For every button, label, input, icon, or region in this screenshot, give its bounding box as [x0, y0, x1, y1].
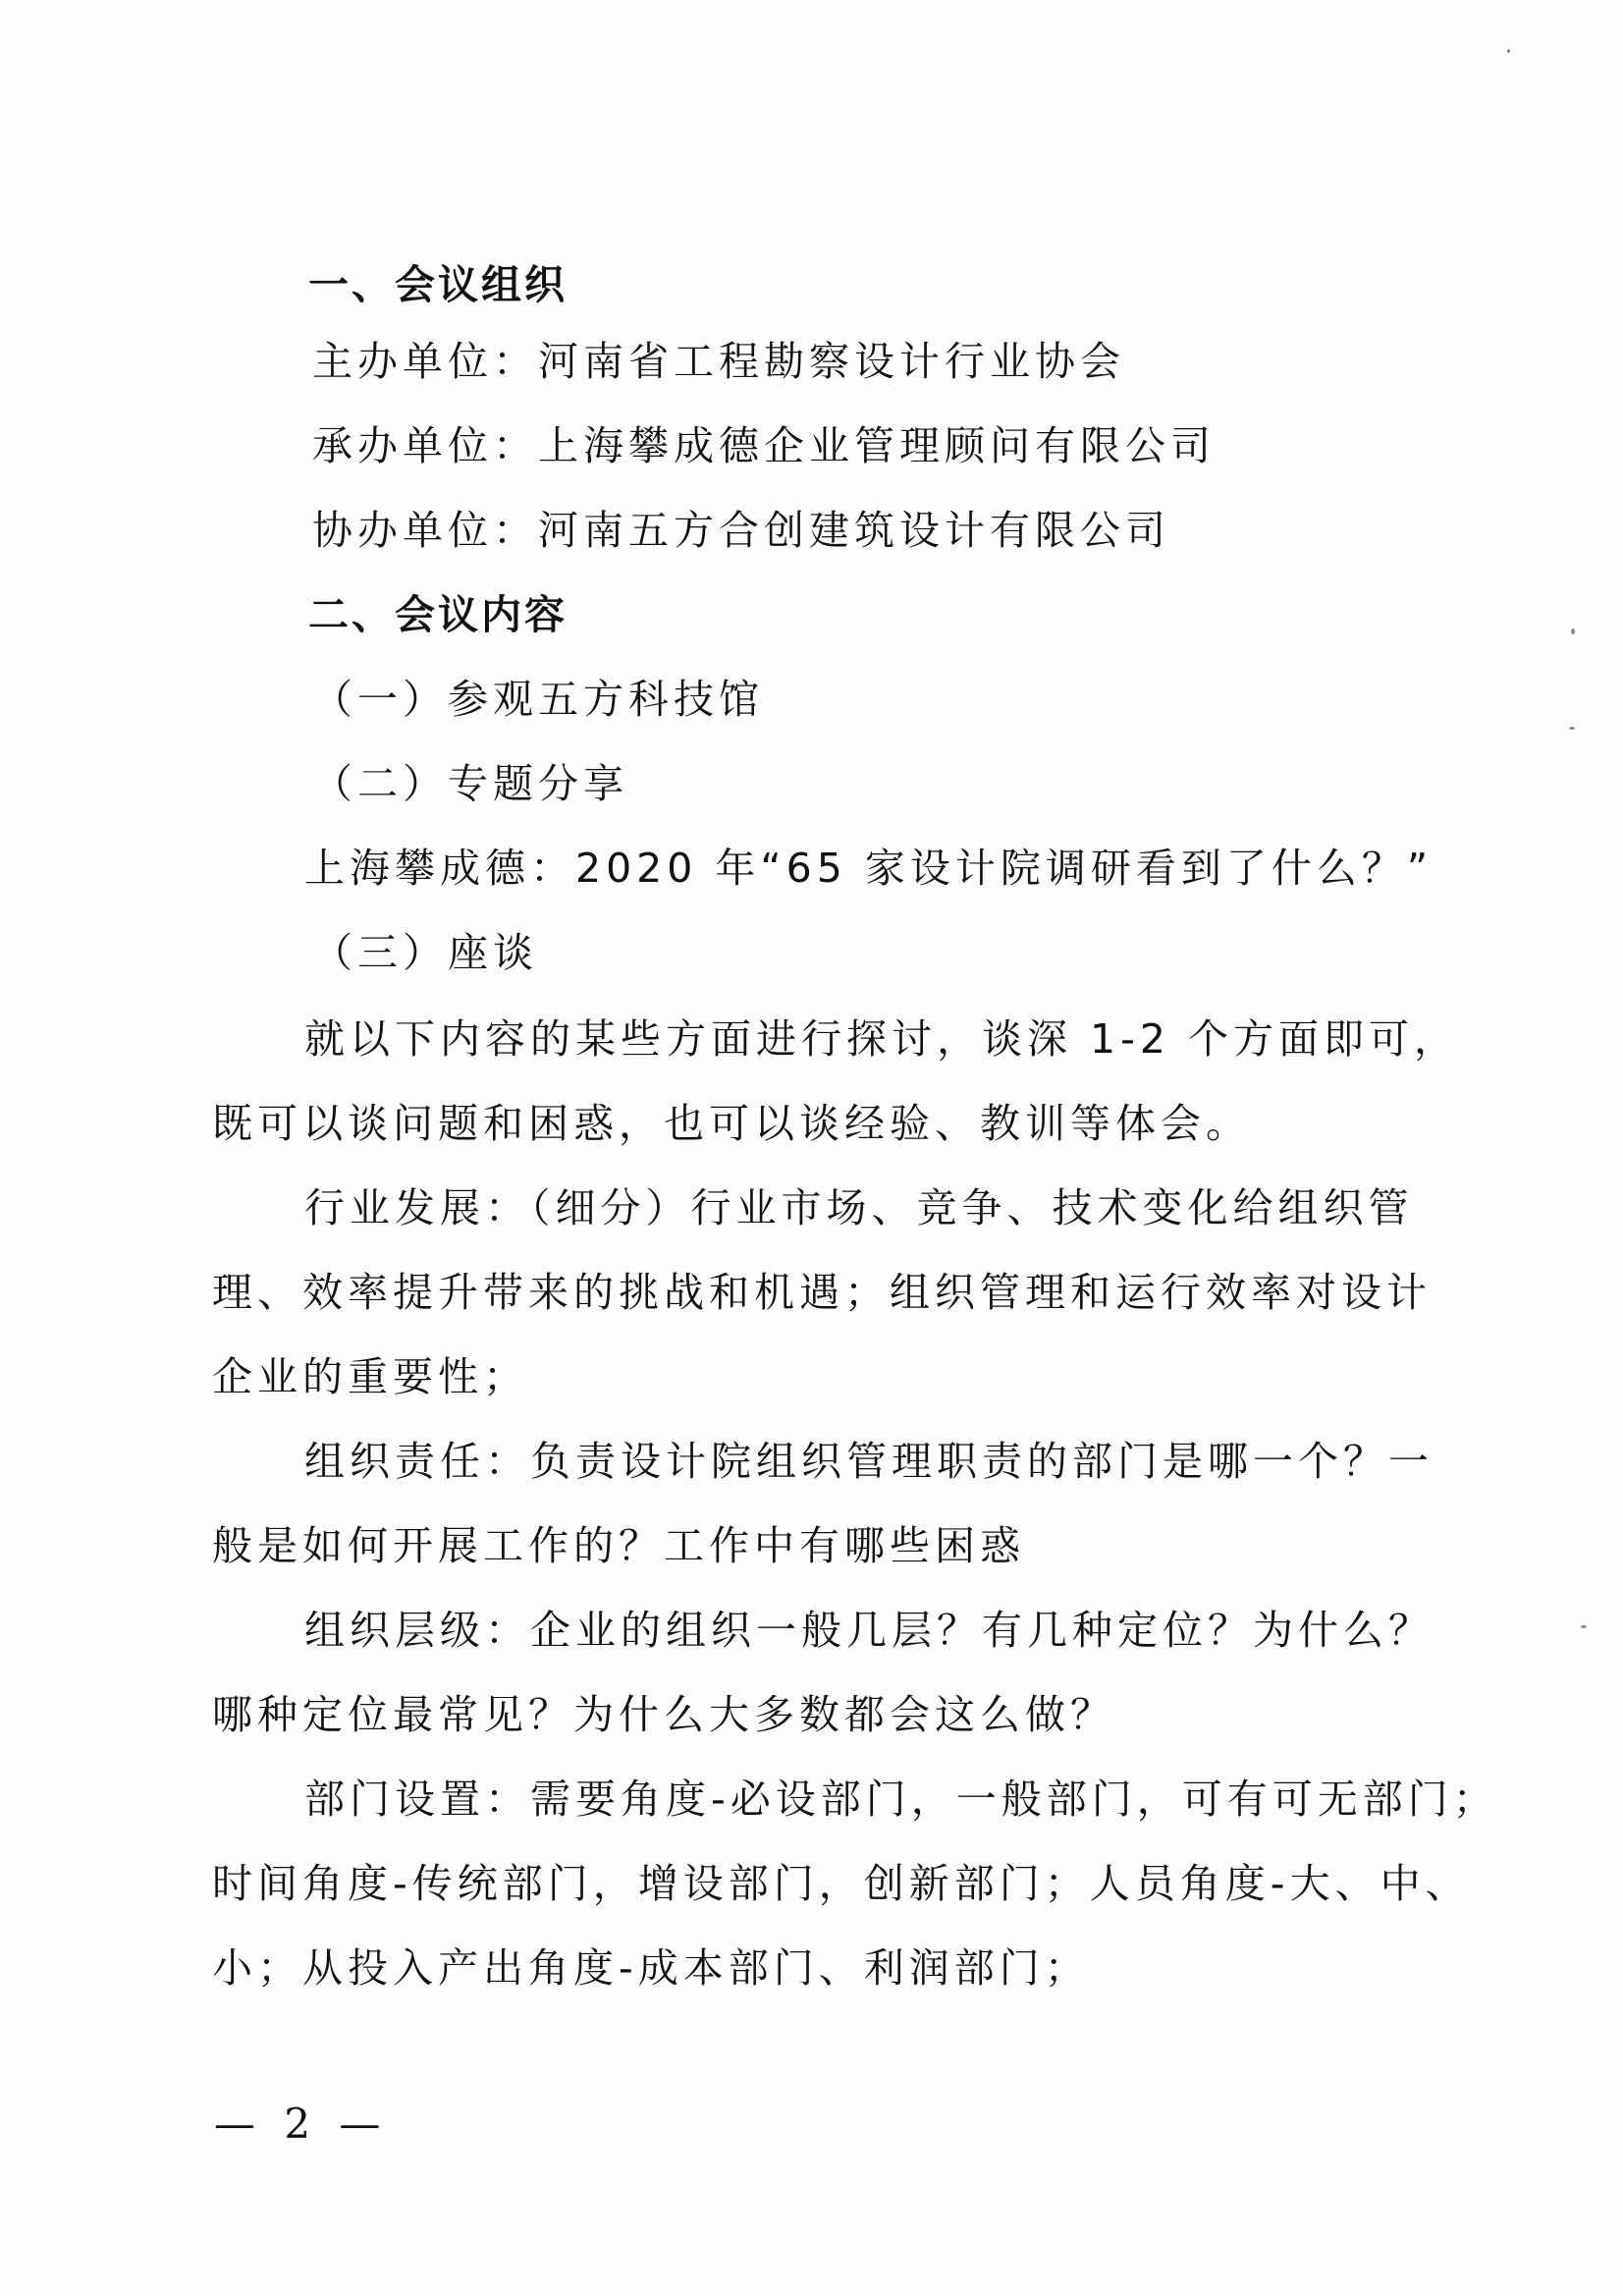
assisting-organizer: 协办单位：河南五方合创建筑设计有限公司 [312, 507, 1170, 554]
sharing-topic: 上海攀成德：2020 年“65 家设计院调研看到了什么？” [304, 845, 1434, 892]
intro-line-1: 就以下内容的某些方面进行探讨，谈深 1-2 个方面即可， [304, 1015, 1460, 1063]
responsibility-line-2: 般是如何开展工作的？工作中有哪些困惑 [212, 1522, 1025, 1569]
scan-speck [1507, 49, 1510, 53]
subsection-sharing: （二）专题分享 [312, 760, 628, 807]
page-number: — 2 — [214, 2100, 389, 2148]
section-heading-content: 二、会议内容 [308, 591, 568, 638]
department-line-3: 小；从投入产出角度-成本部门、利润部门； [212, 1944, 1090, 1992]
intro-line-2: 既可以谈问题和困惑，也可以谈经验、教训等体会。 [212, 1100, 1251, 1147]
responsibility-line-1: 组织责任：负责设计院组织管理职责的部门是哪一个？一 [304, 1438, 1434, 1485]
subsection-visit: （一）参观五方科技馆 [312, 676, 764, 723]
scan-speck [1569, 727, 1575, 730]
hierarchy-line-2: 哪种定位最常见？为什么大多数都会这么做？ [212, 1691, 1115, 1738]
industry-line-3: 企业的重要性； [212, 1353, 528, 1400]
section-heading-organization: 一、会议组织 [308, 261, 568, 308]
industry-line-1: 行业发展：（细分）行业市场、竞争、技术变化给组织管 [304, 1184, 1414, 1231]
industry-line-2: 理、效率提升带来的挑战和机遇；组织管理和运行效率对设计 [212, 1269, 1432, 1316]
co-organizer: 承办单位：上海攀成德企业管理顾问有限公司 [312, 422, 1216, 469]
scan-speck [1571, 629, 1575, 634]
scan-speck [1581, 1625, 1587, 1628]
department-line-1: 部门设置：需要角度-必设部门，一般部门，可有可无部门； [304, 1776, 1498, 1823]
host-organizer: 主办单位：河南省工程勘察设计行业协会 [312, 338, 1125, 385]
hierarchy-line-1: 组织层级：企业的组织一般几层？有几种定位？为什么？ [304, 1607, 1434, 1654]
department-line-2: 时间角度-传统部门，增设部门，创新部门；人员角度-大、中、 [212, 1860, 1471, 1907]
subsection-forum: （三）座谈 [312, 929, 538, 976]
